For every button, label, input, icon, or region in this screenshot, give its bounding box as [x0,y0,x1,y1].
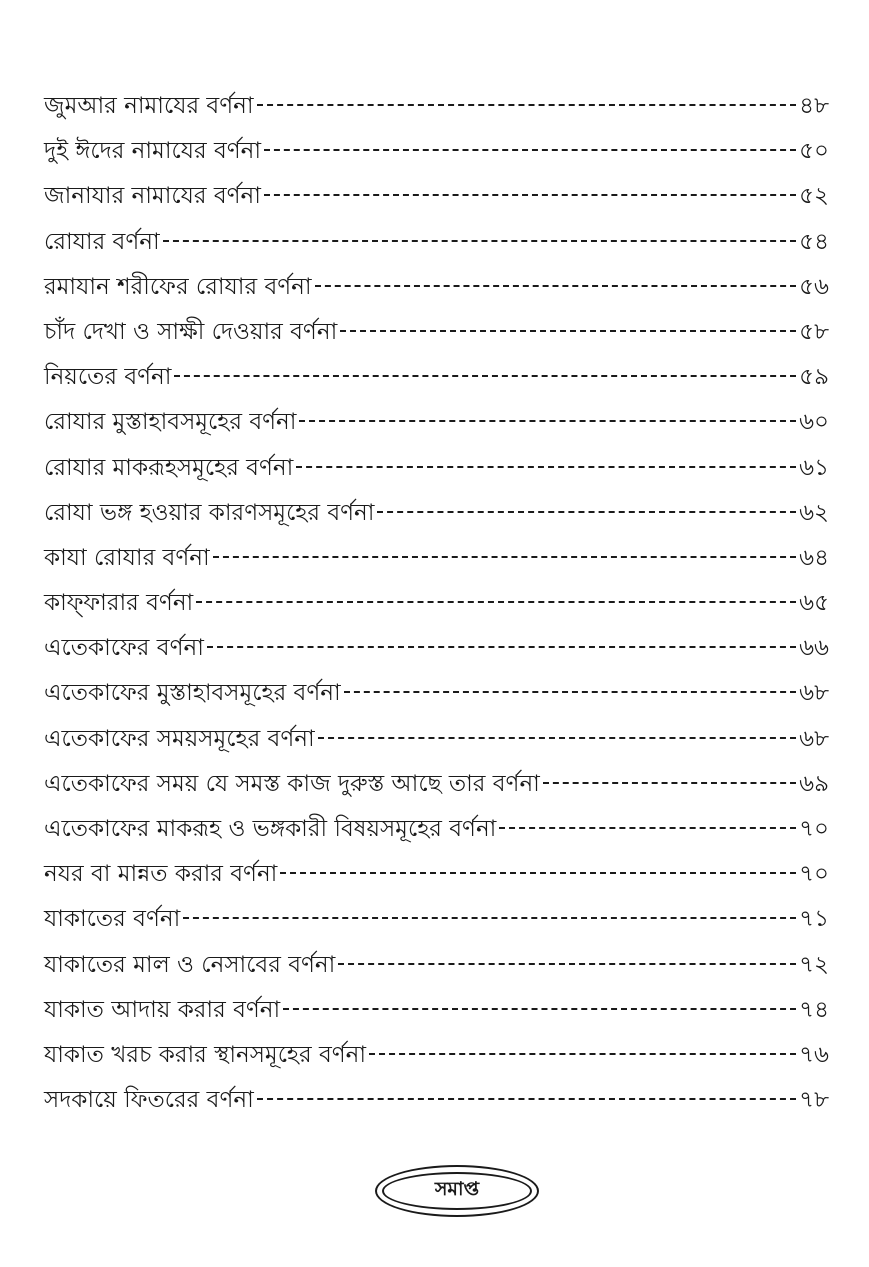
toc-leader-dashes [344,691,796,693]
toc-entry-title: যাকাত খরচ করার স্থানসমূহের বর্ণনা [44,1041,367,1068]
toc-entry [44,220,829,265]
toc-entry-page: ৫৯ [799,364,829,391]
end-badge-label: সমাপ্ত [382,1172,532,1210]
toc-entry-page: ৭৬ [799,1041,829,1068]
toc-entry-page: ৪৮ [799,93,829,119]
end-badge [375,1165,539,1217]
toc-leader-dashes [196,601,796,603]
toc-entry-title: জানাযার নামাযের বর্ণনা [44,183,261,210]
toc-leader-dashes [264,149,796,151]
toc-leader-dashes [257,1098,796,1100]
toc-entry-title: রোযার বর্ণনা [44,228,160,255]
toc-entry-page: ৫৮ [799,318,829,345]
toc-entry-title: এতেকাফের মুস্তাহাবসমূহের বর্ণনা [44,680,341,707]
toc-entry-title: রোযার মুস্তাহাবসমূহের বর্ণনা [44,409,297,436]
toc-entry-title: জুমআর নামাযের বর্ণনা [44,93,254,119]
toc-leader-dashes [183,917,796,919]
toc-leader-dashes [369,1053,796,1055]
toc-leader-dashes [174,375,796,377]
toc-entry-page: ৭০ [799,816,829,842]
toc-entry-page: ৬১ [799,454,829,481]
toc-entry-title: কাযা রোযার বর্ণনা [44,544,210,571]
toc-leader-dashes [318,737,796,739]
toc-leader-dashes [207,646,796,648]
toc-entry-page: ৬৮ [799,725,829,752]
toc-entry-page: ৭২ [799,951,829,978]
toc-entry-title: রোযা ভঙ্গ হওয়ার কারণসমূহের বর্ণনা [44,499,375,526]
toc-entry [44,491,829,536]
toc-entry-page: ৫২ [799,183,829,210]
toc-entry [44,671,829,716]
toc-entry-title: সদকায়ে ফিতরের বর্ণনা [44,1087,254,1114]
toc-entry-page: ৬৮ [799,680,829,707]
toc-entry [44,943,829,988]
toc-entry [44,581,829,626]
toc-leader-dashes [340,330,796,332]
toc-entry-page: ৬৬ [799,635,829,662]
toc-leader-dashes [543,782,796,784]
toc-entry [44,129,829,174]
toc-entry-page: ৬২ [799,499,829,526]
toc-leader-dashes [299,420,796,422]
toc-leader-dashes [499,827,796,829]
toc-leader-dashes [264,194,796,196]
toc-leader-dashes [280,872,796,874]
toc-entry [44,310,829,355]
toc-entry [44,852,829,897]
toc-entry [44,265,829,310]
toc-entry [44,626,829,671]
toc-entry-page: ৬৫ [799,590,829,617]
toc-entry-title: নযর বা মান্নত করার বর্ণনা [44,861,278,888]
toc-entry-title: যাকাতের বর্ণনা [44,906,181,933]
toc-entry [44,355,829,400]
toc-entry [44,446,829,491]
toc-entry [44,1078,829,1123]
toc-entry-title: নিয়তের বর্ণনা [44,364,172,391]
toc-entry-title: এতেকাফের সময় যে সমস্ত কাজ দুরুস্ত আছে তার বর্ণনা [44,770,540,797]
toc-entry [44,84,829,129]
toc-entry-page: ৭০ [799,861,829,888]
toc-entry [44,174,829,219]
toc-entry-title: যাকাতের মাল ও নেসাবের বর্ণনা [44,951,336,978]
toc-leader-dashes [213,556,796,558]
toc-entry-title: যাকাত আদায় করার বর্ণনা [44,996,281,1023]
toc-leader-dashes [338,963,796,965]
toc-entry [44,807,829,852]
toc-entry-page: ৭৮ [799,1087,829,1114]
toc-entry-title: কাফ্ফারার বর্ণনা [44,590,194,617]
toc-leader-dashes [163,240,796,242]
toc-leader-dashes [283,1008,796,1010]
toc-entry [44,897,829,942]
toc-entry-title: দুই ঈদের নামাযের বর্ণনা [44,138,262,165]
toc-entry [44,1033,829,1078]
toc-entry [44,988,829,1033]
toc-entry-page: ৫৪ [799,228,829,255]
toc-entry-title: এতেকাফের বর্ণনা [44,635,204,662]
toc-entry-title: চাঁদ দেখা ও সাক্ষী দেওয়ার বর্ণনা [44,318,338,345]
toc-entry [44,717,829,762]
toc-entry-page: ৬৪ [799,544,829,571]
toc-entry-title: রোযার মাকরূহসমূহের বর্ণনা [44,454,294,481]
toc-entry-title: এতেকাফের সময়সমূহের বর্ণনা [44,725,315,752]
toc-entry-page: ৬০ [799,409,829,436]
toc-entry-title: এতেকাফের মাকরূহ ও ভঙ্গকারী বিষয়সমূহের বর্ণনা [44,816,497,842]
toc-entry-page: ৭১ [799,906,829,933]
toc-leader-dashes [315,285,796,287]
toc-entry-page: ৬৯ [799,770,829,797]
toc-leader-dashes [257,104,796,106]
toc-entry-page: ৫৬ [799,273,829,300]
toc-entry [44,536,829,581]
toc-entry [44,400,829,445]
toc-leader-dashes [296,466,796,468]
toc-entry-page: ৭৪ [799,996,829,1023]
toc-entry [44,762,829,807]
table-of-contents [44,84,829,1123]
toc-entry-page: ৫০ [799,138,829,165]
toc-leader-dashes [377,511,796,513]
toc-entry-title: রমাযান শরীফের রোযার বর্ণনা [44,273,312,300]
